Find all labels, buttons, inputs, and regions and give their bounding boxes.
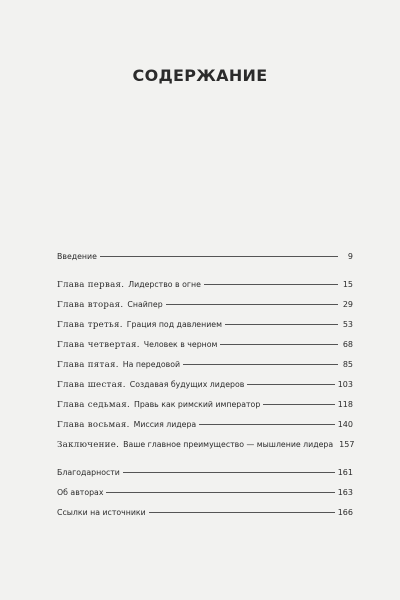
toc-chapter-label: Глава третья. <box>57 320 123 330</box>
toc-leader-line <box>220 344 338 345</box>
toc-entry-title: Благодарности <box>57 468 120 477</box>
toc-page-number: 166 <box>337 508 353 517</box>
table-of-contents <box>57 247 353 523</box>
toc-leader-line <box>247 384 334 385</box>
toc-entry-about-authors <box>57 483 353 503</box>
toc-entry-chapter-2 <box>57 295 353 315</box>
toc-leader-line <box>149 512 335 513</box>
toc-entry-title: Снайпер <box>127 300 163 309</box>
toc-chapter-label: Глава пятая. <box>57 360 119 370</box>
toc-page-number: 29 <box>342 300 353 309</box>
toc-entry-chapter-6 <box>57 375 353 395</box>
toc-chapter-label: Глава четвертая. <box>57 340 140 350</box>
toc-page-number: 15 <box>342 280 353 289</box>
toc-chapter-label: Глава восьмая. <box>57 420 130 430</box>
toc-page-number: 118 <box>337 400 353 409</box>
toc-leader-line <box>263 404 334 405</box>
toc-leader-line <box>199 424 335 425</box>
toc-chapter-label: Глава первая. <box>57 280 125 290</box>
toc-chapter-label: Глава седьмая. <box>57 400 130 410</box>
toc-entry-chapter-3 <box>57 315 353 335</box>
toc-entry-references <box>57 503 353 523</box>
toc-page-number: 157 <box>339 440 355 449</box>
toc-leader-line <box>204 284 338 285</box>
toc-entry-acknowledgements <box>57 463 353 483</box>
toc-entry-title: Лидерство в огне <box>128 280 201 289</box>
toc-page-number: 85 <box>342 360 353 369</box>
toc-entry-title: Об авторах <box>57 488 104 497</box>
toc-entry-title: Ваше главное преимущество — мышление лидера <box>123 440 334 449</box>
toc-page-number: 163 <box>337 488 353 497</box>
toc-page-number: 68 <box>342 340 353 349</box>
toc-entry-title: Грация под давлением <box>126 320 222 329</box>
toc-leader-line <box>106 492 334 493</box>
toc-leader-line <box>123 472 335 473</box>
toc-entry-title: Создавая будущих лидеров <box>129 380 245 389</box>
toc-entry-title: Миссия лидера <box>133 420 197 429</box>
toc-entry-conclusion <box>57 435 353 455</box>
toc-entry-chapter-8 <box>57 415 353 435</box>
toc-page-number: 9 <box>347 252 353 261</box>
toc-leader-line <box>100 256 338 257</box>
toc-entry-chapter-1 <box>57 275 353 295</box>
toc-entry-title: На передовой <box>122 360 181 369</box>
toc-page-number: 53 <box>342 320 353 329</box>
page-title: СОДЕРЖАНИЕ <box>132 66 268 85</box>
toc-entry-introduction <box>57 247 353 267</box>
toc-page-number: 140 <box>337 420 353 429</box>
toc-entry-chapter-5 <box>57 355 353 375</box>
toc-entry-title: Правь как римский император <box>134 400 261 409</box>
toc-page-number: 103 <box>337 380 353 389</box>
toc-page-number: 161 <box>337 468 353 477</box>
toc-leader-line <box>166 304 338 305</box>
toc-entry-title: Человек в черном <box>143 340 218 349</box>
toc-leader-line <box>183 364 338 365</box>
toc-chapter-label: Глава шестая. <box>57 380 126 390</box>
toc-entry-title: Ссылки на источники <box>57 508 146 517</box>
toc-entry-chapter-4 <box>57 335 353 355</box>
toc-leader-line <box>225 324 338 325</box>
toc-chapter-label: Глава вторая. <box>57 300 124 310</box>
toc-entry-title: Введение <box>57 252 97 261</box>
toc-chapter-label: Заключение. <box>57 440 120 450</box>
toc-entry-chapter-7 <box>57 395 353 415</box>
